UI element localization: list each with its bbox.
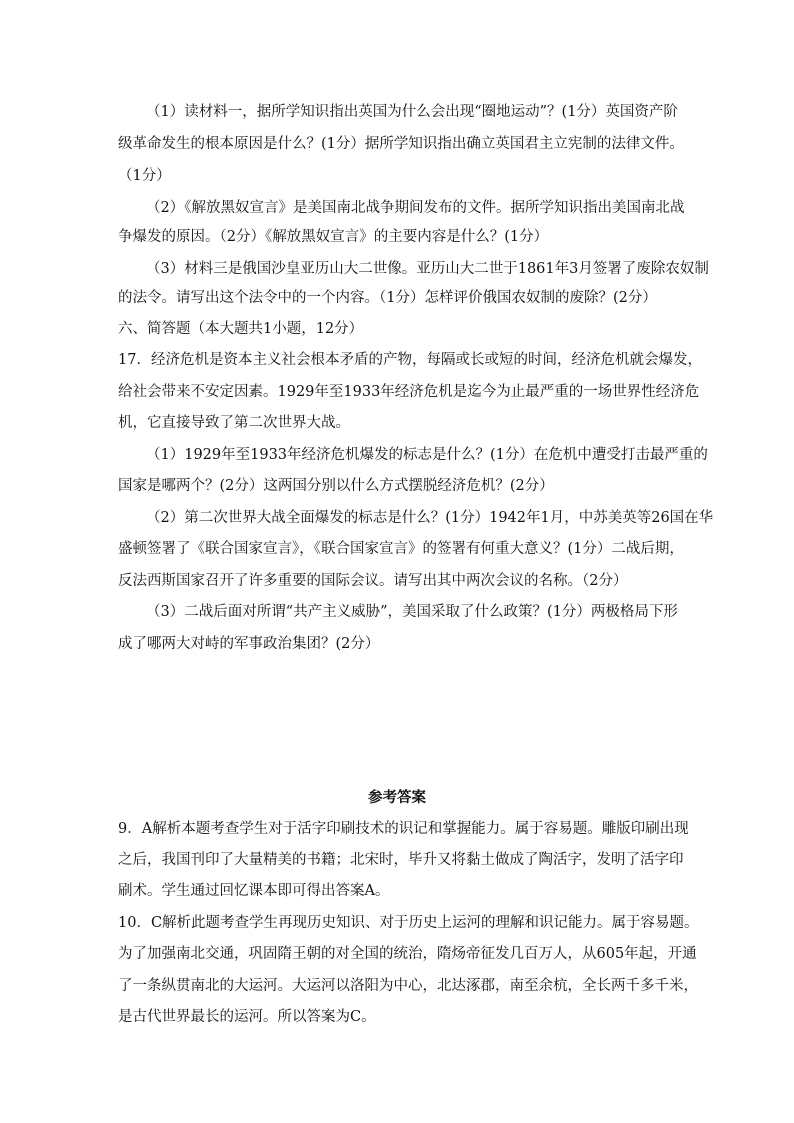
question-17-line: 成了哪两大对峙的军事政治集团？(2分） bbox=[118, 636, 380, 652]
question-17-line: （2）第二次世界大战全面爆发的标志是什么？(1分）1942年1月，中苏美英等26国在华 bbox=[146, 510, 714, 526]
question-17-line: 17．经济危机是资本主义社会根本矛盾的产物，每隔或长或短的时间，经济危机就会爆发， bbox=[118, 352, 702, 368]
material-question-line: （1）读材料一，据所学知识指出英国为什么会出现“圈地运动”？(1分）英国资产阶 bbox=[146, 104, 678, 120]
material-question-line: （3）材料三是俄国沙皇亚历山大二世像。亚历山大二世于1861年3月签署了废除农奴制 bbox=[146, 261, 709, 277]
answers-title: 参考答案 bbox=[368, 789, 426, 806]
question-17-line: 反法西斯国家召开了许多重要的国际会议。请写出其中两次会议的名称。（2分） bbox=[118, 573, 628, 589]
answer-line: 之后，我国刊印了大量精美的书籍；北宋时，毕升又将黏土做成了陶活字，发明了活字印 bbox=[118, 852, 684, 868]
material-question-line: （1分） bbox=[118, 168, 171, 184]
section-title: 六、简答题（本大题共1小题，12分） bbox=[118, 321, 364, 337]
material-question-line: 争爆发的原因。（2分）《解放黑奴宣言》的主要内容是什么？(1分） bbox=[118, 229, 549, 245]
question-17-line: 盛顿签署了《联合国家宣言》，《联合国家宣言》的签署有何重大意义？(1分）二战后期， bbox=[118, 541, 684, 557]
material-question-line: 的法令。请写出这个法令中的一个内容。（1分）怎样评价俄国农奴制的废除？(2分） bbox=[118, 290, 657, 306]
question-17-line: （1）1929年至1933年经济危机爆发的标志是什么？(1分）在危机中遭受打击最严重的 bbox=[146, 447, 708, 463]
answer-line: 9．A解析本题考查学生对于活字印刷技术的识记和掌握能力。属于容易题。雕版印刷出现 bbox=[118, 821, 689, 837]
material-question-line: 级革命发生的根本原因是什么？(1分）据所学知识指出确立英国君主立宪制的法律文件。 bbox=[118, 136, 684, 152]
question-17-line: （3）二战后面对所谓“共产主义威胁”，美国采取了什么政策？(1分）两极格局下形 bbox=[146, 604, 678, 620]
answer-line: 10．C解析此题考查学生再现历史知识、对于历史上运河的理解和识记能力。属于容易题。 bbox=[118, 915, 699, 931]
answer-line: 为了加强南北交通，巩固隋王朝的对全国的统治，隋炀帝征发几百万人，从605年起，开通 bbox=[118, 946, 697, 962]
answer-line: 刷术。学生通过回忆课本即可得出答案A。 bbox=[118, 883, 390, 899]
answer-line: 是古代世界最长的运河。所以答案为C。 bbox=[118, 1009, 376, 1025]
answer-line: 了一条纵贯南北的大运河。大运河以洛阳为中心，北达涿郡，南至余杭，全长两千多千米， bbox=[118, 978, 698, 994]
material-question-line: （2）《解放黑奴宣言》是美国南北战争期间发布的文件。据所学知识指出美国南北战 bbox=[146, 200, 685, 216]
question-17-line: 给社会带来不安定因素。1929年至1933年经济危机是迄今为止最严重的一场世界性经济危 bbox=[118, 384, 700, 400]
question-17-line: 机，它直接导致了第二次世界大战。 bbox=[118, 415, 350, 431]
question-17-line: 国家是哪两个？(2分）这两国分别以什么方式摆脱经济危机？(2分） bbox=[118, 478, 554, 494]
